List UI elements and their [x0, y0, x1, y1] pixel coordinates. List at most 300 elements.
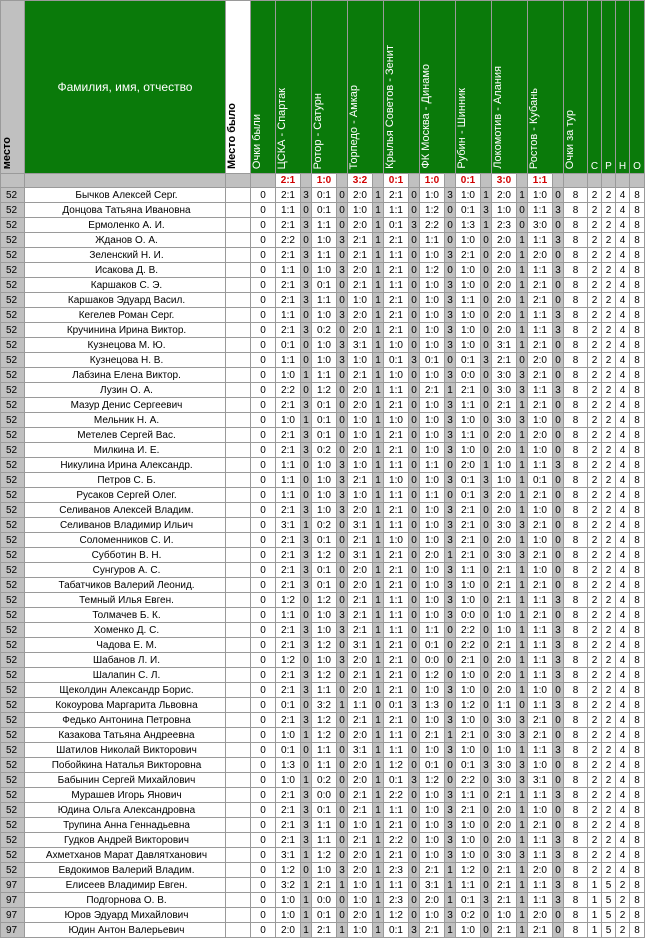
prediction-cell: 0:1 [384, 773, 409, 788]
stat-cell: 2 [588, 443, 602, 458]
match-header-1 [276, 1, 312, 174]
prediction-cell: 2:1 [492, 353, 517, 368]
stat-cell: 8 [630, 743, 645, 758]
prediction-cell: 1:0 [420, 593, 445, 608]
prediction-points-cell: 1 [373, 638, 384, 653]
prediction-cell: 2:0 [348, 218, 373, 233]
prediction-points-cell: 3 [301, 563, 312, 578]
results-blank-cell [445, 174, 456, 188]
prediction-cell: 1:0 [420, 608, 445, 623]
prediction-points-cell: 1 [373, 908, 384, 923]
was-points-cell: 0 [251, 368, 276, 383]
prediction-cell: 2:0 [348, 773, 373, 788]
prediction-points-cell: 3 [445, 398, 456, 413]
prediction-cell: 0:0 [456, 608, 481, 623]
prediction-points-cell: 1 [445, 893, 456, 908]
prediction-cell: 1:0 [384, 533, 409, 548]
prediction-cell: 2:1 [348, 623, 373, 638]
match-header-3 [348, 1, 384, 174]
name-cell: Бабынин Сергей Михайлович [25, 773, 226, 788]
stat-header-label: Н [618, 161, 627, 172]
prediction-cell: 1:1 [528, 458, 553, 473]
stat-cell: 2 [602, 653, 616, 668]
prediction-cell: 3:0 [492, 368, 517, 383]
prediction-points-cell: 1 [373, 548, 384, 563]
tour-points-cell: 8 [564, 188, 588, 203]
prediction-cell: 0:1 [420, 353, 445, 368]
stat-cell: 2 [602, 743, 616, 758]
stat-cell: 8 [630, 863, 645, 878]
table-row [1, 698, 645, 713]
was-points-cell: 0 [251, 293, 276, 308]
tour-points-cell: 8 [564, 488, 588, 503]
prediction-points-cell: 0 [409, 623, 420, 638]
prediction-points-cell: 3 [301, 398, 312, 413]
stat-cell: 8 [630, 473, 645, 488]
prediction-points-cell: 0 [553, 533, 564, 548]
stat-cell: 8 [630, 608, 645, 623]
was-place-cell [226, 848, 251, 863]
prediction-points-cell: 3 [337, 623, 348, 638]
prediction-cell: 1:0 [456, 323, 481, 338]
was-points-cell: 0 [251, 668, 276, 683]
prediction-cell: 1:0 [456, 308, 481, 323]
tour-points-cell: 8 [564, 533, 588, 548]
prediction-points-cell: 0 [337, 803, 348, 818]
stat-cell: 8 [630, 908, 645, 923]
prediction-points-cell: 3 [553, 668, 564, 683]
table-row [1, 338, 645, 353]
prediction-points-cell: 1 [337, 698, 348, 713]
prediction-points-cell: 0 [409, 323, 420, 338]
prediction-points-cell: 3 [301, 218, 312, 233]
prediction-cell: 2:0 [492, 488, 517, 503]
prediction-points-cell: 0 [481, 323, 492, 338]
name-cell: Толмачев Б. К. [25, 608, 226, 623]
prediction-cell: 2:1 [384, 668, 409, 683]
prediction-points-cell: 1 [373, 848, 384, 863]
prediction-cell: 1:0 [528, 413, 553, 428]
prediction-cell: 2:0 [492, 323, 517, 338]
prediction-points-cell: 1 [373, 878, 384, 893]
was-place-cell [226, 503, 251, 518]
stat-header-label: Р [605, 161, 612, 172]
stat-cell: 2 [588, 773, 602, 788]
results-blank-cell [251, 174, 276, 188]
result-score: 0:1 [456, 174, 481, 188]
prediction-points-cell: 1 [373, 578, 384, 593]
prediction-cell: 2:0 [492, 248, 517, 263]
prediction-cell: 1:0 [420, 908, 445, 923]
stat-cell: 8 [630, 773, 645, 788]
stat-cell: 4 [616, 533, 630, 548]
stat-cell: 2 [602, 638, 616, 653]
tour-points-cell: 8 [564, 548, 588, 563]
prediction-cell: 2:1 [492, 563, 517, 578]
prediction-points-cell: 1 [373, 608, 384, 623]
prediction-cell: 1:0 [528, 443, 553, 458]
prediction-points-cell: 0 [337, 518, 348, 533]
prediction-cell: 1:2 [312, 668, 337, 683]
stat-cell: 4 [616, 383, 630, 398]
prediction-points-cell: 1 [373, 293, 384, 308]
was-points-cell: 0 [251, 743, 276, 758]
prediction-cell: 3:1 [348, 338, 373, 353]
prediction-cell: 1:1 [312, 293, 337, 308]
was-points-cell: 0 [251, 578, 276, 593]
prediction-points-cell: 3 [445, 833, 456, 848]
prediction-points-cell: 0 [301, 338, 312, 353]
place-cell: 52 [1, 788, 25, 803]
prediction-cell: 1:0 [420, 473, 445, 488]
stat-cell: 4 [616, 668, 630, 683]
prediction-cell: 2:1 [420, 863, 445, 878]
prediction-points-cell: 0 [409, 338, 420, 353]
prediction-points-cell: 3 [337, 233, 348, 248]
prediction-points-cell: 0 [481, 593, 492, 608]
table-row [1, 608, 645, 623]
prediction-points-cell: 1 [445, 923, 456, 938]
place-cell: 52 [1, 233, 25, 248]
name-cell: Лабзина Елена Виктор. [25, 368, 226, 383]
name-cell: Юдин Антон Валерьевич [25, 923, 226, 938]
stat-cell: 4 [616, 638, 630, 653]
prediction-points-cell: 0 [481, 638, 492, 653]
prediction-cell: 2:0 [492, 683, 517, 698]
stat-cell: 2 [602, 413, 616, 428]
prediction-points-cell: 3 [301, 548, 312, 563]
prediction-points-cell: 1 [517, 323, 528, 338]
name-cell: Петров С. Б. [25, 473, 226, 488]
prediction-points-cell: 3 [301, 638, 312, 653]
tour-points-cell: 8 [564, 848, 588, 863]
stat-cell: 2 [588, 518, 602, 533]
prediction-cell: 2:1 [528, 368, 553, 383]
prediction-cell: 2:1 [348, 833, 373, 848]
tour-points-cell: 8 [564, 728, 588, 743]
stat-cell: 8 [630, 413, 645, 428]
prediction-cell: 2:1 [456, 803, 481, 818]
was-place-cell [226, 383, 251, 398]
prediction-points-cell: 0 [481, 923, 492, 938]
prediction-cell: 1:1 [528, 263, 553, 278]
name-cell: Сунгуров А. С. [25, 563, 226, 578]
stat-cell: 4 [616, 443, 630, 458]
prediction-points-cell: 0 [409, 503, 420, 518]
prediction-cell: 1:1 [276, 473, 301, 488]
table-row [1, 848, 645, 863]
prediction-points-cell: 0 [553, 368, 564, 383]
prediction-points-cell: 3 [445, 368, 456, 383]
stat-cell: 8 [630, 563, 645, 578]
prediction-cell: 2:0 [492, 443, 517, 458]
prediction-points-cell: 0 [445, 233, 456, 248]
stat-cell: 2 [616, 893, 630, 908]
prediction-points-cell: 3 [301, 818, 312, 833]
stat-cell: 2 [588, 383, 602, 398]
prediction-points-cell: 0 [409, 758, 420, 773]
prediction-cell: 1:1 [384, 248, 409, 263]
prediction-points-cell: 0 [337, 218, 348, 233]
prediction-cell: 1:1 [312, 743, 337, 758]
prediction-points-cell: 1 [373, 278, 384, 293]
table-row [1, 203, 645, 218]
stat-cell: 2 [602, 518, 616, 533]
prediction-points-cell: 0 [409, 533, 420, 548]
prediction-cell: 1:0 [528, 683, 553, 698]
prediction-cell: 2:0 [348, 848, 373, 863]
prediction-points-cell: 1 [337, 923, 348, 938]
prediction-cell: 3:1 [276, 518, 301, 533]
prediction-points-cell: 3 [301, 428, 312, 443]
prediction-points-cell: 1 [445, 548, 456, 563]
prediction-cell: 1:0 [420, 833, 445, 848]
stat-cell: 2 [602, 818, 616, 833]
prediction-cell: 1:1 [528, 203, 553, 218]
stat-cell: 2 [602, 728, 616, 743]
prediction-points-cell: 1 [301, 368, 312, 383]
prediction-points-cell: 0 [301, 458, 312, 473]
prediction-cell: 2:1 [492, 788, 517, 803]
prediction-points-cell: 0 [481, 878, 492, 893]
prediction-cell: 1:0 [456, 713, 481, 728]
prediction-cell: 1:0 [420, 683, 445, 698]
prediction-points-cell: 1 [373, 398, 384, 413]
prediction-points-cell: 0 [337, 758, 348, 773]
prediction-cell: 1:1 [384, 518, 409, 533]
tour-points-cell: 8 [564, 563, 588, 578]
prediction-points-cell: 1 [445, 383, 456, 398]
stat-cell: 8 [630, 488, 645, 503]
prediction-cell: 2:1 [492, 878, 517, 893]
prediction-points-cell: 0 [553, 608, 564, 623]
prediction-cell: 3:0 [528, 218, 553, 233]
prediction-points-cell: 0 [301, 383, 312, 398]
prediction-points-cell: 1 [517, 593, 528, 608]
prediction-cell: 2:1 [276, 188, 301, 203]
name-cell: Бычков Алексей Серг. [25, 188, 226, 203]
table-row [1, 473, 645, 488]
stat-cell: 4 [616, 683, 630, 698]
prediction-cell: 3:1 [348, 548, 373, 563]
place-cell: 97 [1, 878, 25, 893]
stat-cell: 2 [602, 248, 616, 263]
prediction-points-cell: 3 [301, 188, 312, 203]
prediction-cell: 2:0 [528, 908, 553, 923]
stat-header-label: С [590, 161, 599, 172]
prediction-cell: 1:0 [348, 878, 373, 893]
prediction-points-cell: 0 [409, 833, 420, 848]
was-place-cell [226, 458, 251, 473]
prediction-points-cell: 0 [481, 308, 492, 323]
tour-points-cell: 8 [564, 698, 588, 713]
prediction-points-cell: 3 [481, 893, 492, 908]
prediction-cell: 1:1 [384, 803, 409, 818]
prediction-cell: 1:0 [312, 473, 337, 488]
table-header [1, 1, 645, 174]
prediction-cell: 1:0 [420, 338, 445, 353]
prediction-cell: 1:0 [348, 923, 373, 938]
stat-cell: 2 [588, 608, 602, 623]
place-cell: 52 [1, 368, 25, 383]
prediction-points-cell: 0 [481, 518, 492, 533]
prediction-points-cell: 3 [337, 608, 348, 623]
was-place-cell [226, 398, 251, 413]
stat-cell: 4 [616, 788, 630, 803]
name-cell: Табатчиков Валерий Леонид. [25, 578, 226, 593]
prediction-cell: 0:1 [312, 398, 337, 413]
place-cell: 52 [1, 758, 25, 773]
prediction-points-cell: 1 [517, 923, 528, 938]
prediction-points-cell: 3 [445, 188, 456, 203]
prediction-cell: 1:0 [276, 728, 301, 743]
prediction-cell: 2:2 [420, 218, 445, 233]
prediction-cell: 2:1 [456, 653, 481, 668]
was-place-cell [226, 818, 251, 833]
prediction-cell: 2:0 [348, 653, 373, 668]
was-points-cell: 0 [251, 818, 276, 833]
prediction-points-cell: 1 [481, 218, 492, 233]
prediction-cell: 1:0 [312, 353, 337, 368]
stat-cell: 1 [588, 893, 602, 908]
prediction-points-cell: 0 [301, 353, 312, 368]
prediction-cell: 2:0 [348, 908, 373, 923]
place-cell: 52 [1, 413, 25, 428]
prediction-points-cell: 3 [517, 548, 528, 563]
tour-points-cell: 8 [564, 593, 588, 608]
prediction-points-cell: 3 [553, 698, 564, 713]
prediction-cell: 2:0 [492, 428, 517, 443]
prediction-cell: 2:1 [384, 428, 409, 443]
was-place-cell [226, 608, 251, 623]
stat-header-label: О [633, 161, 641, 172]
prediction-cell: 0:1 [312, 428, 337, 443]
prediction-points-cell: 0 [481, 233, 492, 248]
prediction-points-cell: 3 [301, 323, 312, 338]
prediction-cell: 1:0 [492, 908, 517, 923]
table-row [1, 623, 645, 638]
prediction-cell: 1:0 [276, 368, 301, 383]
prediction-cell: 2:2 [276, 233, 301, 248]
match-header-label: Крылья Советов - Зенит [384, 45, 396, 169]
prediction-points-cell: 1 [517, 833, 528, 848]
stat-cell: 8 [630, 848, 645, 863]
prediction-points-cell: 3 [301, 578, 312, 593]
was-place-cell [226, 428, 251, 443]
prediction-cell: 1:0 [312, 458, 337, 473]
prediction-cell: 2:0 [528, 248, 553, 263]
prediction-points-cell: 1 [517, 248, 528, 263]
stat-cell: 8 [630, 218, 645, 233]
header-row [1, 1, 645, 174]
prediction-points-cell: 1 [373, 743, 384, 758]
prediction-cell: 0:1 [384, 353, 409, 368]
prediction-cell: 2:0 [348, 398, 373, 413]
stat-cell: 4 [616, 578, 630, 593]
prediction-points-cell: 0 [481, 848, 492, 863]
stat-cell: 2 [588, 458, 602, 473]
prediction-cell: 2:1 [384, 398, 409, 413]
prediction-points-cell: 3 [445, 293, 456, 308]
prediction-points-cell: 0 [409, 548, 420, 563]
results-blank-cell [564, 174, 588, 188]
table-row [1, 923, 645, 938]
name-cell: Шабанов Л. И. [25, 653, 226, 668]
prediction-points-cell: 0 [481, 278, 492, 293]
match-header-7 [492, 1, 528, 174]
prediction-points-cell: 0 [409, 593, 420, 608]
prediction-points-cell: 0 [337, 563, 348, 578]
prediction-cell: 1:0 [420, 848, 445, 863]
table-row [1, 788, 645, 803]
stat-cell: 4 [616, 338, 630, 353]
prediction-points-cell: 0 [445, 488, 456, 503]
was-points-cell: 0 [251, 608, 276, 623]
prediction-points-cell: 0 [409, 893, 420, 908]
tour-points-cell: 8 [564, 863, 588, 878]
prediction-cell: 2:0 [528, 353, 553, 368]
prediction-points-cell: 3 [517, 728, 528, 743]
prediction-cell: 0:1 [276, 743, 301, 758]
stat-cell: 8 [630, 833, 645, 848]
prediction-cell: 2:0 [348, 323, 373, 338]
stat-cell: 8 [630, 323, 645, 338]
stat-cell: 2 [602, 833, 616, 848]
was-points-cell: 0 [251, 908, 276, 923]
prediction-points-cell: 0 [337, 773, 348, 788]
prediction-points-cell: 0 [409, 383, 420, 398]
prediction-cell: 2:0 [492, 308, 517, 323]
stat-cell: 8 [630, 338, 645, 353]
prediction-cell: 2:1 [348, 593, 373, 608]
stat-cell: 4 [616, 518, 630, 533]
prediction-points-cell: 1 [373, 788, 384, 803]
results-blank-cell [630, 174, 645, 188]
stat-cell: 2 [588, 278, 602, 293]
prediction-cell: 2:1 [276, 563, 301, 578]
name-cell: Шалапин С. Л. [25, 668, 226, 683]
table-row [1, 893, 645, 908]
prediction-points-cell: 1 [517, 668, 528, 683]
prediction-points-cell: 1 [517, 458, 528, 473]
prediction-points-cell: 0 [553, 413, 564, 428]
was-place-cell [226, 188, 251, 203]
prediction-points-cell: 1 [517, 863, 528, 878]
prediction-cell: 1:0 [420, 578, 445, 593]
results-blank-cell [373, 174, 384, 188]
prediction-points-cell: 1 [373, 323, 384, 338]
prediction-points-cell: 3 [553, 623, 564, 638]
prediction-points-cell: 3 [553, 203, 564, 218]
prediction-points-cell: 0 [409, 638, 420, 653]
prediction-cell: 2:1 [384, 233, 409, 248]
prediction-points-cell: 1 [373, 758, 384, 773]
prediction-points-cell: 0 [553, 683, 564, 698]
stat-cell: 4 [616, 863, 630, 878]
place-cell: 52 [1, 548, 25, 563]
stat-cell: 8 [630, 578, 645, 593]
tour-points-cell: 8 [564, 278, 588, 293]
prediction-cell: 2:1 [312, 923, 337, 938]
prediction-cell: 1:1 [312, 758, 337, 773]
prediction-points-cell: 1 [445, 863, 456, 878]
prediction-cell: 1:1 [420, 458, 445, 473]
prediction-points-cell: 3 [517, 848, 528, 863]
prediction-points-cell: 0 [553, 473, 564, 488]
prediction-points-cell: 0 [409, 473, 420, 488]
was-points-cell: 0 [251, 428, 276, 443]
tour-points-cell: 8 [564, 203, 588, 218]
